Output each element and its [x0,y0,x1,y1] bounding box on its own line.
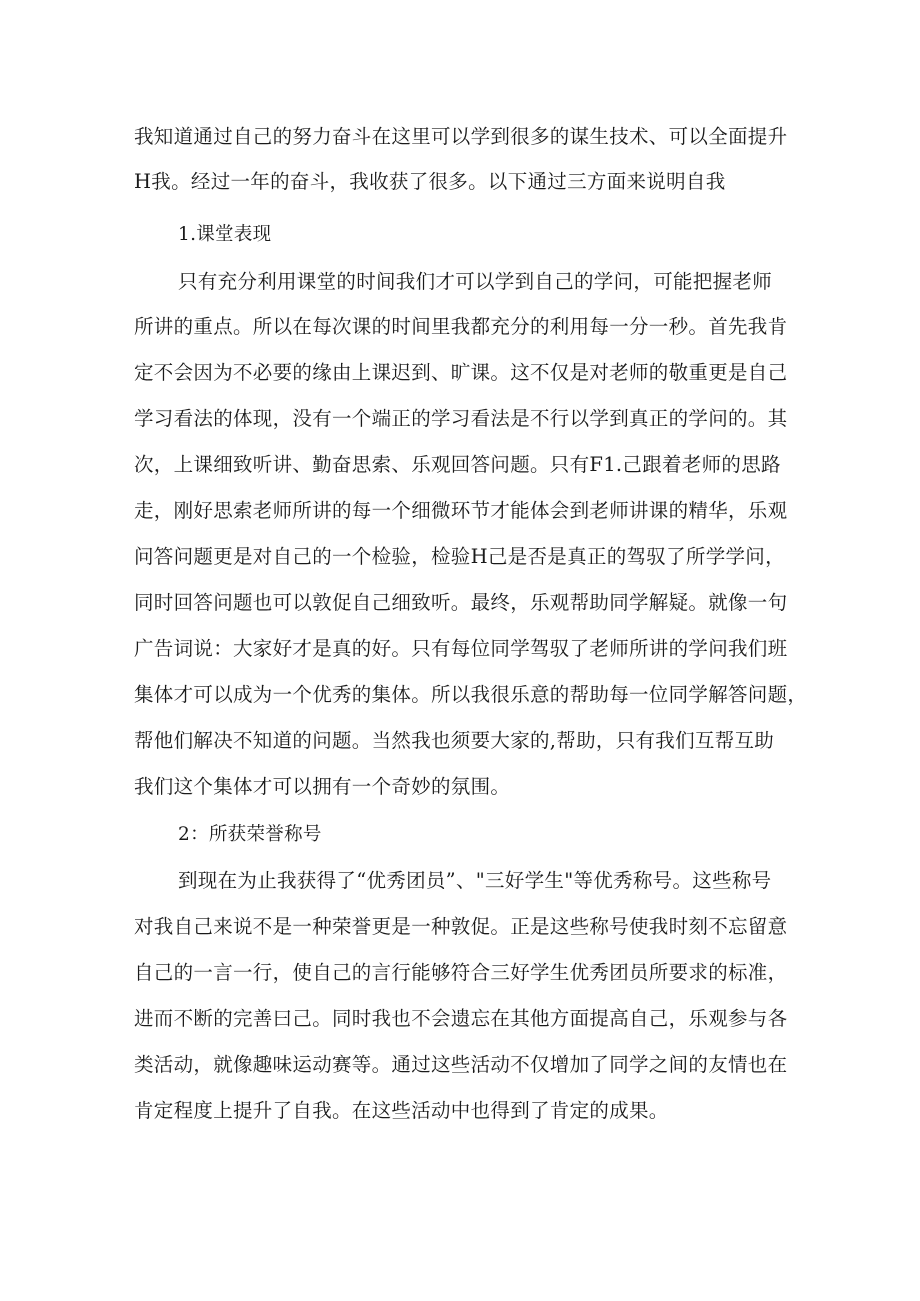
section1-line-8: 同时回答问题也可以敦促自己细致听。最终，乐观帮助同学解疑。就像一句 [134,591,788,614]
section1-line-1: 只有充分利用课堂的时间我们才可以学到自己的学问，可能把握老师 [178,270,773,293]
section1-line-11: 帮他们解决不知道的问题。当然我也须要大家的,帮助，只有我们互帮互助 [134,729,775,752]
section1-line-3: 定不会因为不必要的缘由上课迟到、旷课。这不仅是对老师的敬重更是自己 [134,361,788,384]
section2-heading: 2：所获荣誉称号 [178,824,322,845]
intro-line-2: H我。经过一年的奋斗，我收获了很多。以下通过三方面来说明自我 [134,170,726,193]
section1-line-4: 学习看法的体现，没有一个端正的学习看法是不行以学到真正的学问的。其 [134,407,788,430]
section1-line-6: 走，刚好思索老师所讲的每一个细微环节才能体会到老师讲课的精华，乐观 [134,499,788,522]
section1-line-10: 集体才可以成为一个优秀的集体。所以我很乐意的帮助每一位同学解答问题， [134,683,808,706]
section1-line-5: 次，上课细致听讲、勤奋思索、乐观回答问题。只有F1.己跟着老师的思路 [134,453,781,476]
intro-line-1: 我知道通过自己的努力奋斗在这里可以学到很多的谋生技术、可以全面提升 [134,125,788,148]
section2-line-1: 到现在为止我获得了“优秀团员”、"三好学生"等优秀称号。这些称号 [178,869,772,892]
section1-line-2: 所讲的重点。所以在每次课的时间里我都充分的利用每一分一秒。首先我肯 [134,315,788,338]
section2-line-3: 自己的一言一行，使自己的言行能够符合三好学生优秀团员所要求的标准， [134,961,788,984]
section1-line-12: 我们这个集体才可以拥有一个奇妙的氛围。 [134,775,511,798]
section1-heading: 1.课堂表现 [178,224,272,245]
section2-line-5: 类活动，就像趣味运动赛等。通过这些活动不仅增加了同学之间的友情也在 [134,1053,788,1076]
section1-line-7: 问答问题更是对自己的一个检验，检验H己是否是真正的驾驭了所学学问， [134,545,785,568]
section2-line-6: 肯定程度上提升了自我。在这些活动中也得到了肯定的成果。 [134,1099,669,1122]
section2-line-4: 进而不断的完善曰己。同时我也不会遗忘在其他方面提高自己，乐观参与各 [134,1007,788,1030]
section2-line-2: 对我自己来说不是一种荣誉更是一种敦促。正是这些称号使我时刻不忘留意 [134,915,788,938]
section1-line-9: 广告词说：大家好才是真的好。只有每位同学驾驭了老师所讲的学问我们班 [134,637,788,660]
